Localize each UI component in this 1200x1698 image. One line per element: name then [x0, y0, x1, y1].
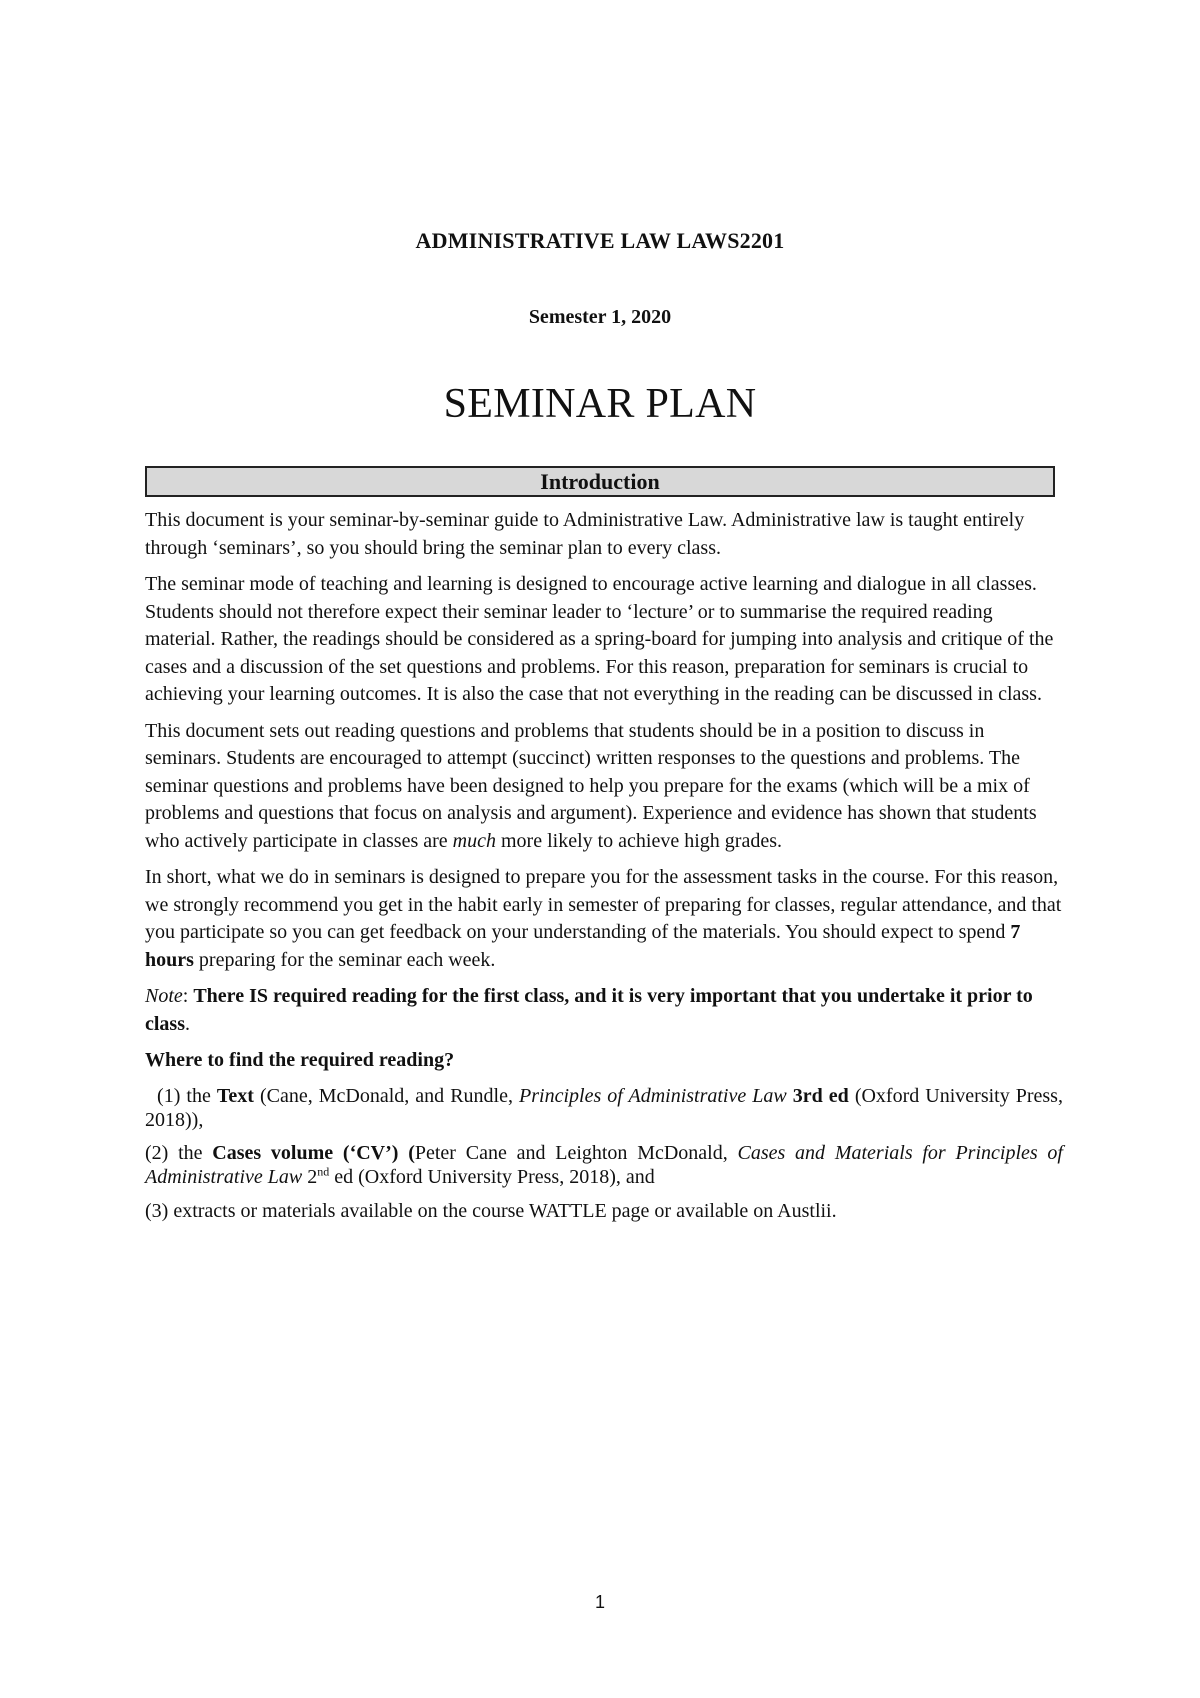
item2-suffix: ed (Oxford University Press, 2018), and — [329, 1165, 655, 1188]
item2-edition-sup: nd — [317, 1163, 330, 1178]
intro-paragraph-3-text: This document sets out reading questions and problems that students should be in a position to discuss in seminars. Students are encouraged to attempt (succinct) written responses to the questions and problems. The seminar questions and problems have been designed to help you prepare for the exams (which will be a mix of problems and questions that focus on analysis and argument). Experience and evidence has shown that students who actively participate in — [145, 719, 1037, 852]
p3-emphasis: much — [452, 829, 496, 852]
p4-after: preparing for the seminar each week. — [193, 948, 496, 971]
item2-bold: Cases volume (‘CV’) ( — [212, 1141, 415, 1164]
item2-edition: 2 — [302, 1165, 318, 1188]
where-to-find-heading: Where to find the required reading? — [145, 1049, 455, 1071]
intro-paragraph-2: The seminar mode of teaching and learning is designed to encourage active learning and dialogue in all classes. Students should not therefore expect their seminar leader to ‘lecture’ or to summarise the required reading material. Rather, the readings should be considered as a spring-board for jumping into analysis and critique of the cases and a discussion of the set questions and problems. For this reason, preparation for seminars is crucial to achieving your learning outcomes. It is also the case that not everything in the reading can be discussed in class. — [145, 573, 1054, 705]
p3-end-before: classes are — [362, 829, 453, 852]
p4-hours: 7 hours — [145, 921, 1021, 971]
intro-paragraph-1: This document is your seminar-by-seminar guide to Administrative Law. Administrative law is taught entirely through ‘seminars’, so you should bring the seminar plan to every class. — [145, 509, 1025, 559]
p4-before: In short, what we do in seminars is designed to prepare you for the assessment tasks in the course. For this reason, we strongly recommend you get in the habit early in semester of preparing for classes, regular attendance, and that you participate so you can get feedback on your understanding of the materials. You should expect to spend — [145, 866, 1062, 943]
reading-item-3: (3) extracts or materials available on the course WATTLE page or available on Austlii. — [145, 1199, 837, 1222]
note-end: . — [185, 1012, 190, 1035]
intro-paragraph-4 — [145, 864, 1063, 974]
introduction-heading: Introduction — [145, 466, 1055, 497]
seminar-plan-title: SEMINAR PLAN — [443, 381, 757, 427]
page-number: 1 — [594, 1592, 605, 1612]
item1-mid: (Cane, McDonald, and Rundle, — [253, 1084, 520, 1107]
intro-paragraph-3 — [145, 718, 1063, 856]
course-title: ADMINISTRATIVE LAW LAWS2201 — [415, 228, 785, 253]
item2-prefix: (2) the — [145, 1141, 213, 1164]
item2-book-title: Cases and Materials for Principles of Administrative Law — [145, 1141, 1063, 1188]
item1-bold: Text — [216, 1084, 254, 1107]
note-colon: : — [182, 985, 194, 1007]
introduction-body — [145, 507, 1063, 1234]
item1-suffix: (Oxford University Press, 2018)), — [145, 1084, 1063, 1131]
item2-mid: Peter Cane and Leighton McDonald, — [414, 1141, 738, 1164]
item1-edition: 3rd ed — [786, 1084, 849, 1107]
note-text: There IS required reading for the first class, and it is very important that you undertake it prior to class — [145, 985, 1033, 1035]
reading-item-1 — [145, 1084, 1063, 1132]
p3-end-after: more likely to achieve high grades. — [495, 829, 782, 852]
semester-label: Semester 1, 2020 — [528, 306, 672, 328]
reading-item-2 — [145, 1141, 1063, 1189]
note-label: Note — [145, 985, 183, 1007]
item1-book-title: Principles of Administrative Law — [519, 1084, 787, 1107]
item1-prefix: (1) the — [145, 1084, 217, 1107]
required-reading-note — [145, 983, 1063, 1038]
